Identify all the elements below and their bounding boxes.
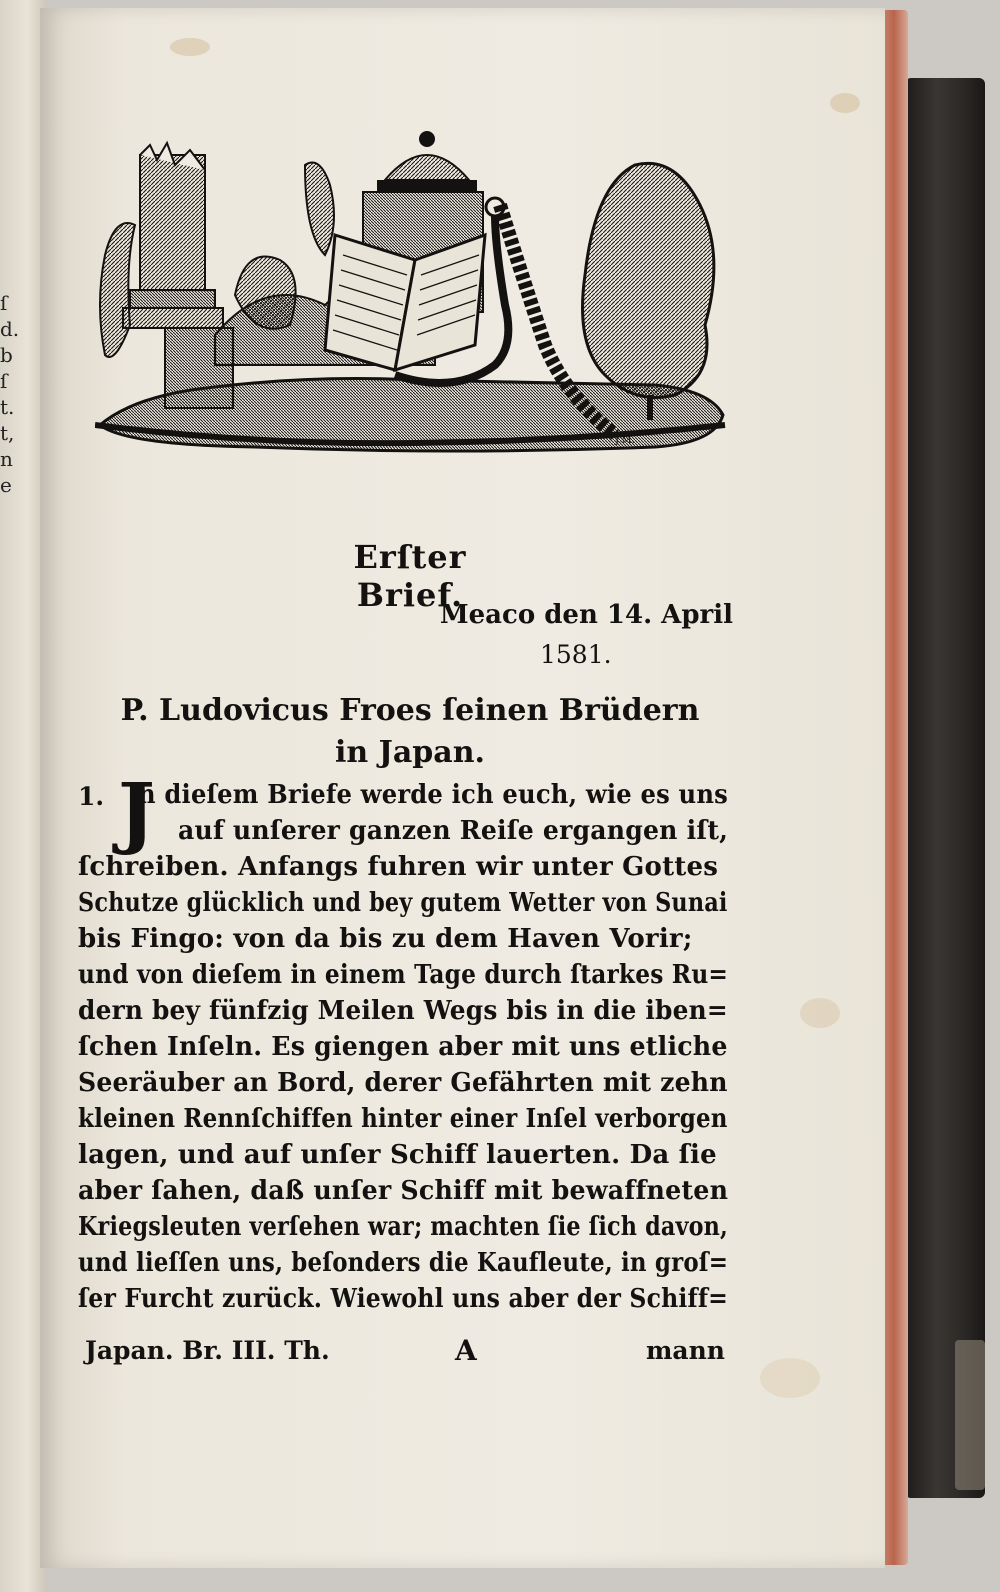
footer-catchword: mann [645, 1336, 725, 1365]
book-cover-spine [905, 78, 985, 1498]
body-line: ſchen Inſeln. Es giengen aber mit uns etliche [78, 1032, 728, 1062]
letter-year: 1581. [540, 640, 612, 669]
body-line: und von dieſem in einem Tage durch ſtarkes Ru= [78, 960, 729, 990]
letter-salutation: P. Ludovicus Froes ſeinen Brüdern in Japan. [120, 693, 700, 770]
body-line: auf unſerer ganzen Reiſe ergangen iſt, [178, 816, 729, 846]
body-line: Seeräuber an Bord, derer Gefährten mit zehn [78, 1068, 728, 1098]
body-line: dern bey fünfzig Meilen Wegs bis in die iben= [78, 996, 728, 1026]
previous-page-margin-text: ſ d. b ſ t. t, n e [0, 291, 20, 497]
body-line: und lieſſen uns, beſonders die Kaufleute, in groſ= [78, 1248, 729, 1278]
page-footer [85, 1336, 725, 1376]
footer-signature-line: Japan. Br. III. Th. [85, 1336, 330, 1365]
letter-dateline: Meaco den 14. April [439, 600, 733, 630]
previous-page-edge [0, 0, 45, 1592]
drop-cap: J [118, 767, 155, 858]
body-line: Kriegsleuten verſehen war; machten ſie ſich davon, [78, 1212, 728, 1242]
spine-wear-mark [955, 1340, 985, 1490]
letter-heading: Erſter Brief. [353, 538, 467, 614]
body-line: ſer Furcht zurück. Wiewohl uns aber der Schiff= [78, 1284, 729, 1314]
body-line: ſchreiben. Anfangs fuhren wir unter Gottes [78, 852, 719, 882]
paragraph-number: 1. [78, 782, 105, 811]
engraver-signature: J.M. [615, 435, 635, 446]
body-line: lagen, und auf unſer Schiff lauerten. Da ſie [78, 1140, 717, 1170]
body-line: Schutze glücklich und bey gutem Wetter von Sunai [78, 888, 728, 918]
body-line: aber ſahen, daß unſer Schiff mit bewaffneten [78, 1176, 729, 1206]
footer-signature-mark: A [455, 1334, 477, 1367]
woodcut-vignette-illustration [95, 125, 727, 460]
broken-column [123, 143, 233, 408]
body-line: kleinen Rennſchiffen hinter einer Inſel verborgen [78, 1104, 728, 1134]
body-line: n dieſem Briefe werde ich euch, wie es uns [138, 780, 728, 810]
body-line: bis Fingo: von da bis zu dem Haven Vorir; [78, 924, 693, 954]
